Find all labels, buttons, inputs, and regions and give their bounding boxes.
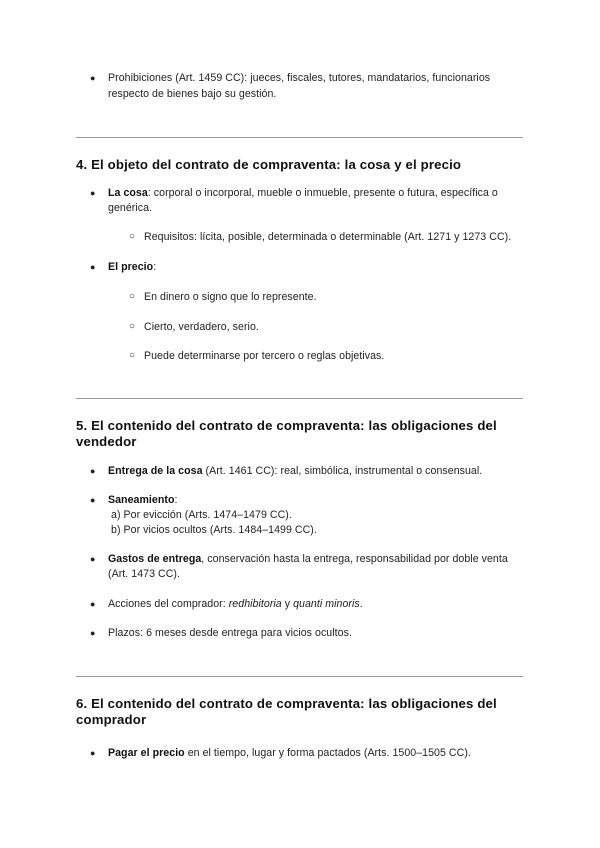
section-5-heading-l2: vendedor bbox=[76, 434, 137, 449]
prohibiciones-text-l2: respecto de bienes bajo su gestión. bbox=[108, 88, 277, 100]
bullet: ● bbox=[90, 628, 96, 638]
bullet: ● bbox=[90, 188, 96, 198]
section-5-heading: 5. El contenido del contrato de compraventa: las obligaciones del bbox=[76, 418, 497, 433]
sub-bullet: ○ bbox=[129, 291, 136, 302]
list-item-cosa bbox=[108, 185, 498, 201]
gastos-text: , conservación hasta la entrega, responsabilidad por doble venta bbox=[201, 553, 508, 565]
sub-bullet: ○ bbox=[129, 231, 136, 242]
entrega-label: Entrega de la cosa bbox=[108, 465, 203, 477]
sub-bullet: ○ bbox=[129, 321, 136, 332]
gastos-text-l2: (Art. 1473 CC). bbox=[108, 568, 180, 580]
sub-item-requisitos: Requisitos: lícita, posible, determinada o determinable (Art. 1271 y 1273 CC). bbox=[144, 231, 512, 243]
list-item-precio bbox=[108, 259, 156, 275]
cosa-text: : corporal o incorporal, mueble o inmueble, presente o futura, específica o bbox=[147, 187, 498, 199]
section-6-heading: 6. El contenido del contrato de compraventa: las obligaciones del bbox=[76, 696, 497, 711]
cosa-text-l2: genérica. bbox=[108, 202, 153, 214]
section-4-heading: 4. El objeto del contrato de compraventa: la cosa y el precio bbox=[76, 157, 462, 172]
acciones-y: y bbox=[281, 598, 294, 610]
sub-item-cierto: Cierto, verdadero, serio. bbox=[144, 321, 259, 333]
bullet: ● bbox=[90, 554, 96, 564]
bullet: ● bbox=[90, 262, 96, 272]
acciones-redhibitoria: redhibitoria bbox=[228, 598, 282, 610]
sub-item-tercero: Puede determinarse por tercero o reglas objetivas. bbox=[144, 350, 385, 362]
bullet: ● bbox=[90, 748, 96, 758]
list-item-entrega bbox=[108, 463, 482, 479]
entrega-text: (Art. 1461 CC): real, simbólica, instrumental o consensual. bbox=[202, 465, 483, 477]
precio-label: El precio bbox=[108, 261, 154, 273]
prohibiciones-text: Prohibiciones (Art. 1459 CC): jueces, fiscales, tutores, mandatarios, funcionarios bbox=[108, 72, 491, 84]
pagar-label: Pagar el precio bbox=[108, 747, 185, 759]
list-item-gastos bbox=[108, 551, 508, 567]
bullet: ● bbox=[90, 495, 96, 505]
cosa-label: La cosa bbox=[108, 187, 148, 199]
acciones-end: . bbox=[359, 598, 363, 610]
saneamiento-a: a) Por evicción (Arts. 1474–1479 CC). bbox=[111, 509, 292, 521]
pagar-text: en el tiempo, lugar y forma pactados (Arts. 1500–1505 CC). bbox=[184, 747, 471, 759]
saneamiento-label: Saneamiento bbox=[108, 494, 175, 506]
horizontal-rule bbox=[76, 137, 523, 138]
acciones-text: Acciones del comprador: bbox=[108, 598, 229, 610]
saneamiento-colon: : bbox=[174, 494, 178, 506]
bullet: ● bbox=[90, 599, 96, 609]
list-item-continuation bbox=[108, 86, 276, 102]
list-item-pagar bbox=[108, 745, 471, 761]
list-item-saneamiento bbox=[108, 492, 178, 508]
sub-bullet: ○ bbox=[129, 350, 136, 361]
list-item-continuation bbox=[108, 566, 180, 582]
saneamiento-b: b) Por vicios ocultos (Arts. 1484–1499 CC). bbox=[111, 524, 317, 536]
section-6-heading-l2: comprador bbox=[76, 712, 147, 727]
list-item-continuation bbox=[108, 200, 152, 216]
horizontal-rule bbox=[76, 398, 523, 399]
list-item-acciones bbox=[108, 596, 363, 612]
sub-item-dinero: En dinero o signo que lo represente. bbox=[144, 291, 317, 303]
list-item-plazos: Plazos: 6 meses desde entrega para vicios ocultos. bbox=[108, 627, 352, 639]
acciones-quanti-minoris: quanti minoris bbox=[293, 598, 360, 610]
bullet: ● bbox=[90, 73, 96, 83]
list-item bbox=[108, 70, 490, 86]
precio-colon: : bbox=[153, 261, 157, 273]
bullet: ● bbox=[90, 466, 96, 476]
horizontal-rule bbox=[76, 676, 523, 677]
gastos-label: Gastos de entrega bbox=[108, 553, 202, 565]
